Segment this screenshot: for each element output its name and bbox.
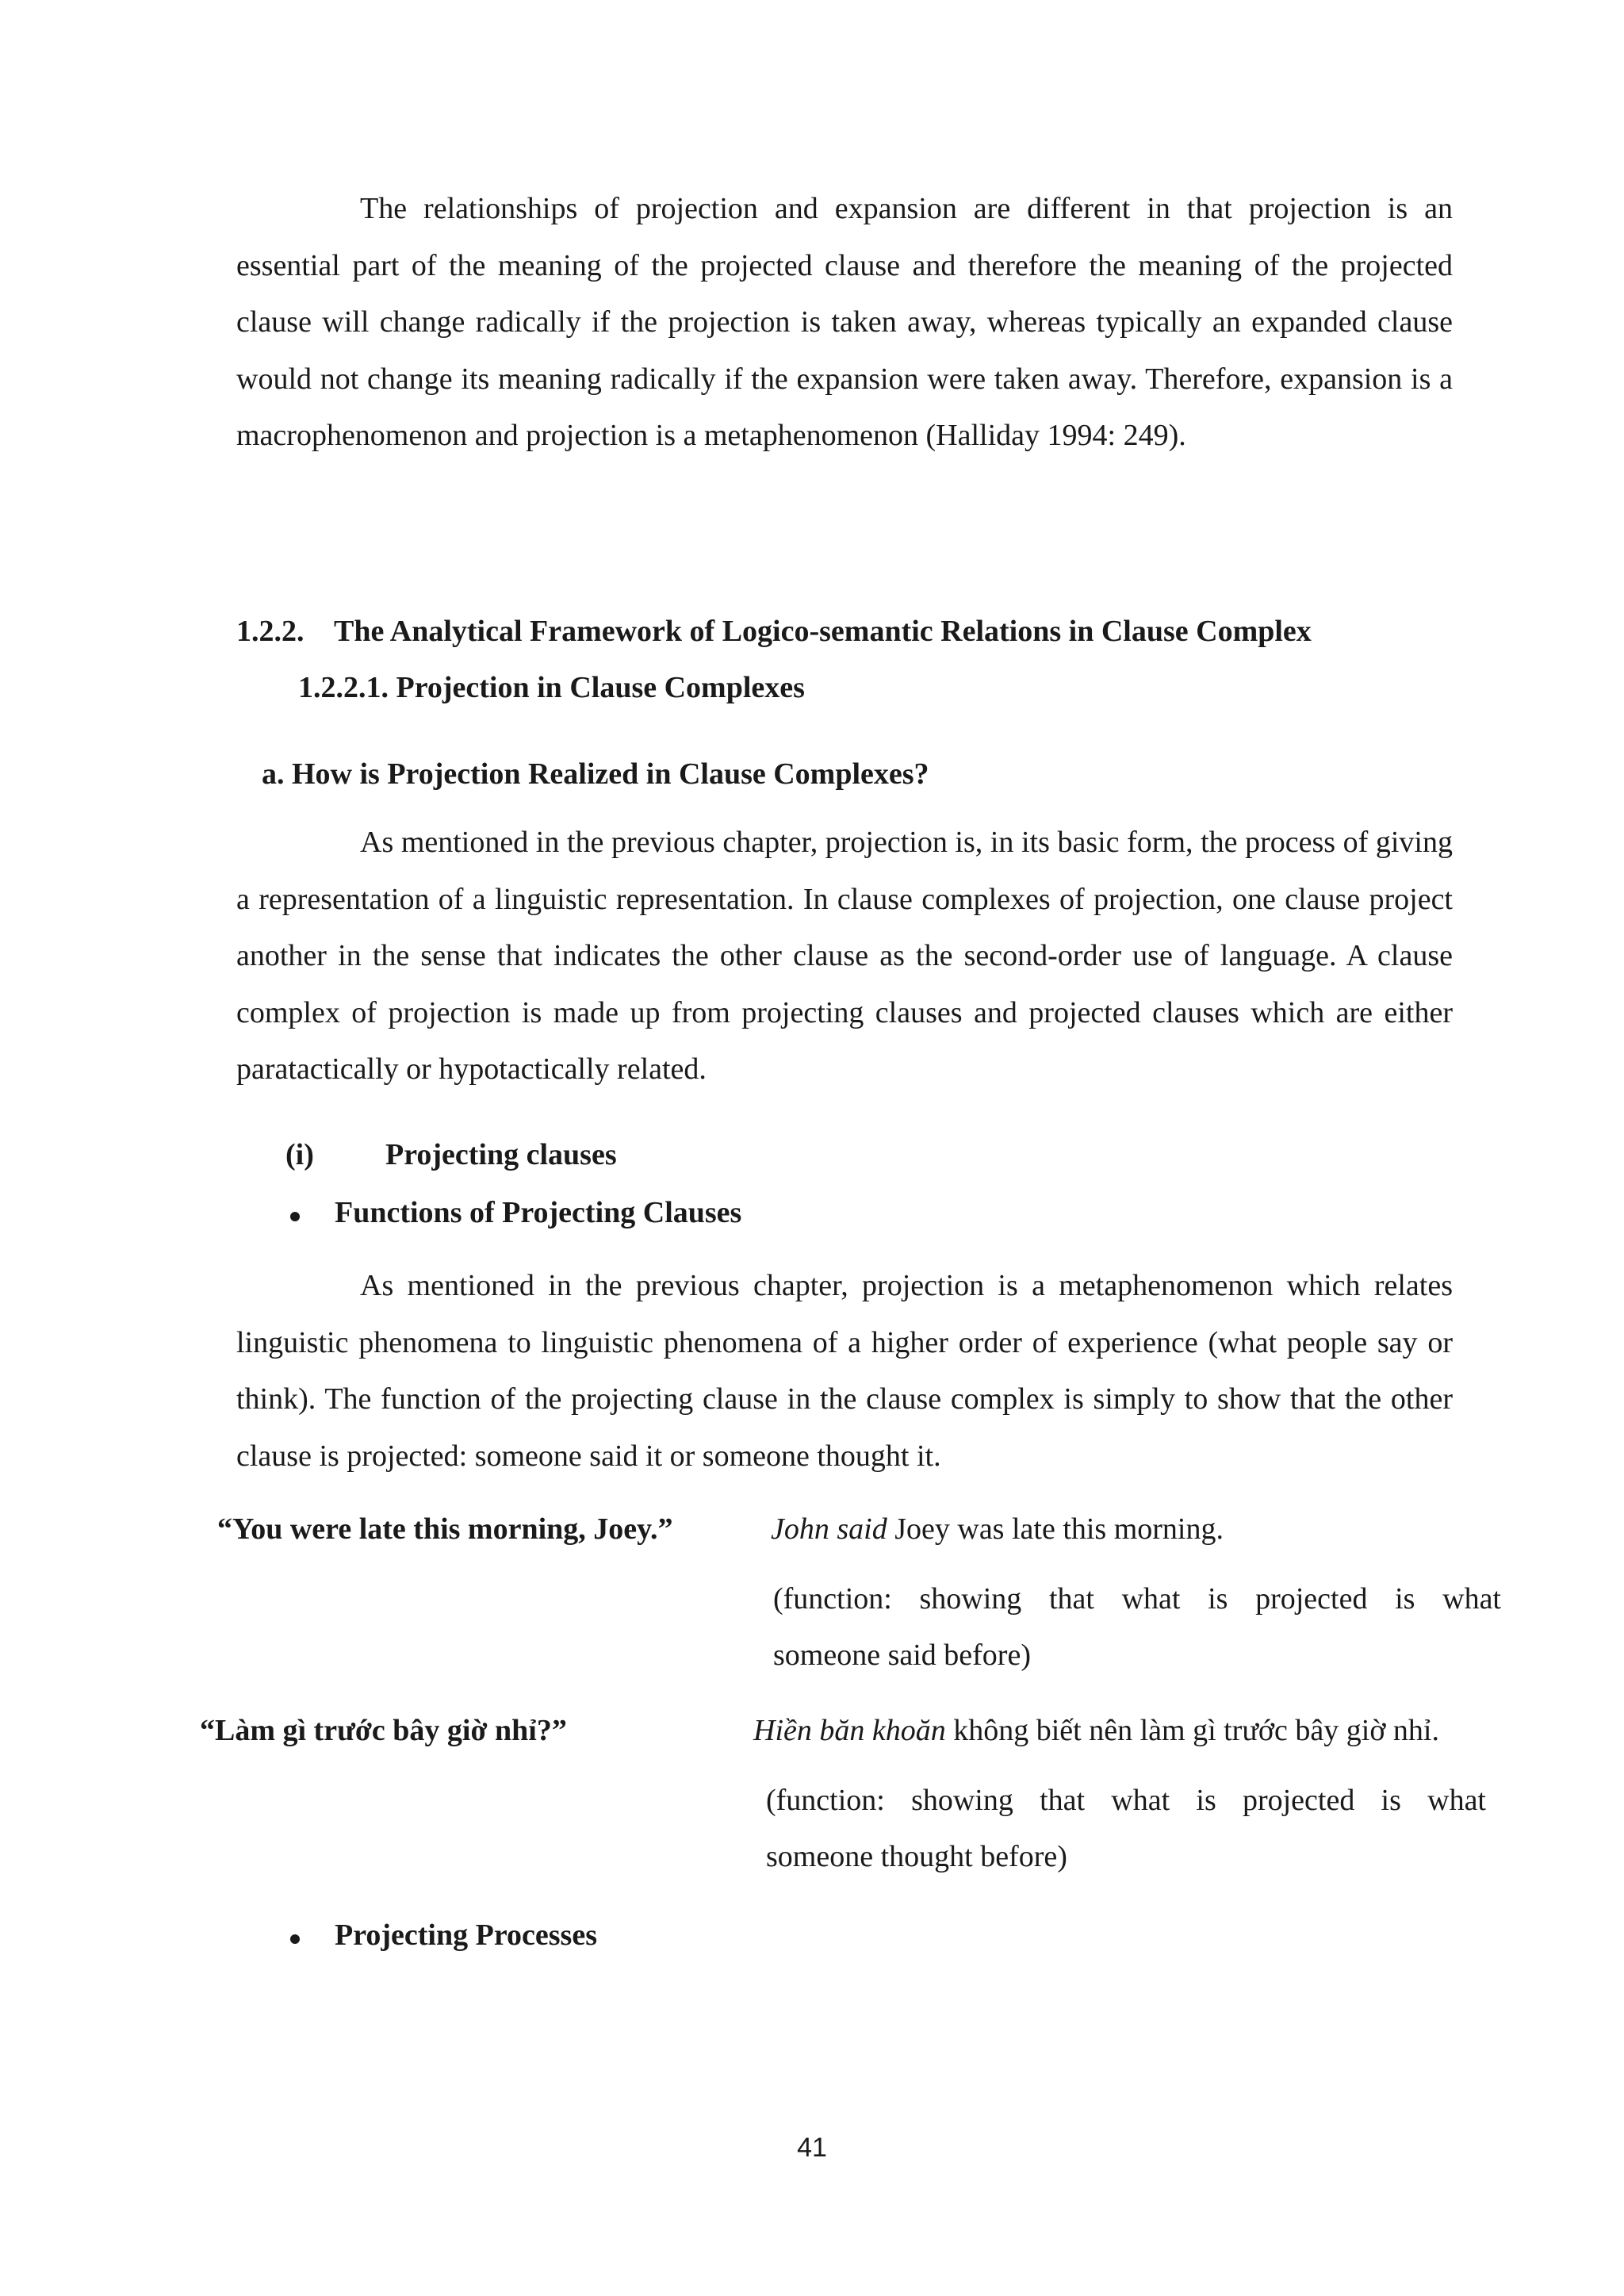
- function-note: [766, 1773, 1486, 1885]
- example-quote: “Làm gì trước bây giờ nhỉ?”: [200, 1714, 567, 1747]
- section-number: 1.2.2.: [236, 615, 304, 648]
- bullet-icon: [290, 1934, 300, 1944]
- projected-clause: Joey was late this morning.: [887, 1512, 1224, 1546]
- function-note-line: (function: showing that what is projected is what: [766, 1784, 1486, 1817]
- subsection-heading-a: a. How is Projection Realized in Clause Complexes?: [262, 757, 929, 791]
- bullet-processes-heading: Projecting Processes: [335, 1918, 597, 1952]
- function-note-line: (function: showing that what is projected is what: [773, 1582, 1501, 1616]
- function-note-line: someone said before): [773, 1639, 1031, 1672]
- list-item-i: [285, 1136, 617, 1174]
- bullet-icon: [290, 1212, 300, 1221]
- example-sentence: [771, 1510, 1224, 1548]
- bullet-functions-heading: Functions of Projecting Clauses: [335, 1196, 742, 1229]
- projecting-clause: Hiền băn khoăn: [753, 1714, 946, 1747]
- paragraph-functions: As mentioned in the previous chapter, projection is a metaphenomenon which relates linguistic phenomena to linguistic phenomena of a higher order of experience (what people say or think). The function of the projecting clause in the clause complex is simply to show that the other clause is projected: someone said it or someone thought it.: [236, 1269, 1453, 1473]
- section-title: The Analytical Framework of Logico-semantic Relations in Clause Complex: [334, 615, 1312, 648]
- projecting-clause: John said: [771, 1512, 887, 1546]
- function-note: [773, 1571, 1501, 1684]
- section-heading-1-2-2: [236, 612, 1312, 650]
- function-note-line: someone thought before): [766, 1840, 1067, 1873]
- intro-paragraph: The relationships of projection and expansion are different in that projection is an essential part of the meaning of the projected clause and therefore the meaning of the projected clause will change radically if the projection is taken away, whereas typically an expanded clause would not change its meaning radically if the expansion were taken away. Therefore, expansion is a macrophenomenon and projection is a metaphenomenon (Halliday 1994: 249).: [236, 192, 1453, 452]
- section-heading-1-2-2-1: 1.2.2.1. Projection in Clause Complexes: [298, 671, 805, 704]
- list-marker: (i): [285, 1138, 314, 1171]
- projected-clause: không biết nên làm gì trước bây giờ nhỉ.: [945, 1714, 1439, 1747]
- example-sentence: [753, 1711, 1439, 1750]
- example-quote: “You were late this morning, Joey.”: [217, 1512, 673, 1546]
- page-number: 41: [797, 2133, 827, 2163]
- paragraph-projection-realized: As mentioned in the previous chapter, projection is, in its basic form, the process of giving a representation of a linguistic representation. In clause complexes of projection, one clause project another in the sense that indicates the other clause as the second-order use of language. A clause complex of projection is made up from projecting clauses and projected clauses which are either paratactically or hypotactically related.: [236, 826, 1453, 1086]
- list-item-label: Projecting clauses: [385, 1138, 617, 1171]
